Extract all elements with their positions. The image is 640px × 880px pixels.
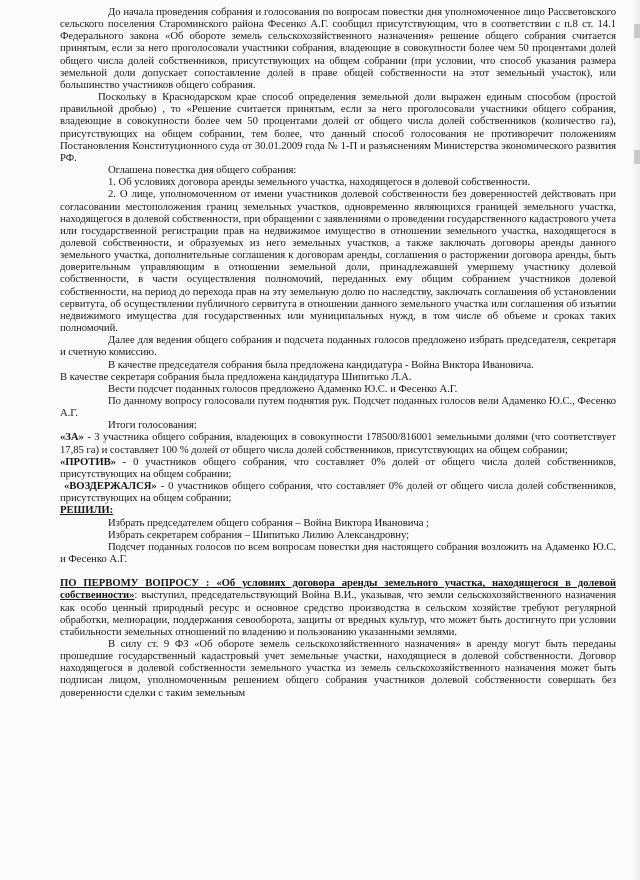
vote-abstain	[60, 480, 616, 504]
vote-against-label: «ПРОТИВ»	[60, 455, 116, 468]
first-question-text: : выступил, председательствующий Война В.И., указывая, что земли сельскохозяйственного назначения как особо ценный природный ресурс и основное средство производства в сельском хозяйстве требуют регулярной обработки, мелиорации, поддержания севооборота, защиты от вредных культур, что может быть достигнуто при условии стабильности земельных отношений по владению и пользованию указанными землями.	[60, 589, 616, 638]
paragraph-vote-counters: Вести подсчет поданных голосов предложено Адаменко Ю.С. и Фесенко А.Г.	[108, 382, 458, 395]
paragraph-quorum-announcement: До начала проведения собрания и голосования по вопросам повестки дня уполномоченное лицо Рассветовского сельского поселения Староминского района Фесенко А.Г. сообщил присутствующим, что в соответствии с п.8 ст. 14.1 Федерального закона «Об обороте земель сельскохозяйственного назначения» решение общего собрания считается принятым, если за него проголосовали участники собрания, владеющие в совокупности более чем 50 процентами долей общего числа долей собственников, присутствующих на общем собрании (при условии, что способ указания размера земельной доли допускает сопоставление долей в праве общей собственности на этот земельный участок), или большинство участников общего собрания.	[60, 6, 616, 91]
scan-edge-shadow	[632, 0, 640, 880]
paragraph-land-share-method: Поскольку в Краснодарском крае способ определения земельной доли выражен единым способом (простой правильной дробью) , то «Решение считается принятым, если за него проголосовали участники общего собрания, владеющие в совокупности более чем 50 процентами долей от общего числа долей собственников (количество га), присутствующих на общем собрании, тем более, что данный способ голосования не противоречит положениям Постановления Конституционного суда от 30.01.2009 года № 1-П и разъяснениям Министерства экономического развития РФ.	[60, 91, 616, 164]
paragraph-agenda-heading: Оглашена повестка дня общего собрания:	[108, 164, 297, 177]
paragraph-chair-candidate: В качестве председателя собрания была предложена кандидатура - Война Виктора Ивановича.	[108, 358, 534, 371]
vote-abstain-text: - 0 участников общего собрания, что составляет 0% долей от общего числа долей собственников, присутствующих на общем собрании;	[60, 480, 616, 505]
paragraph-results-heading: Итоги голосования:	[108, 419, 197, 432]
decision-counters: Подсчет поданных голосов по всем вопросам повестки дня настоящего собрания возложить на Адаменко Ю.С. и Фесенко А.Г.	[60, 540, 616, 566]
paragraph-election-proposal: Далее для ведения общего собрания и подсчета поданных голосов предложено избрать председателя, секретаря и счетную комиссию.	[60, 334, 616, 359]
first-question-title: «Об условиях договора аренды земельного участка, находящегося в долевой собственности»	[60, 577, 616, 602]
paragraph-secretary-candidate: В качестве секретаря собрания была предложена кандидатура Шипитько Л.А.	[60, 370, 412, 383]
first-question-section	[60, 577, 616, 638]
agenda-item-2: 2. О лице, уполномоченном от имени участников долевой собственности без доверенностей действовать при согласовании местоположения границ земельных участков, одновременно являющихся границей земельного участка, находящегося в долевой собственности, при обращении с заявлениями о проведении государственного кадастрового учета или государственной регистрации прав на недвижимое имущество в отношении земельного участка, находящегося в долевой собственности, и образуемых из него земельных участков, а также заключать договоры аренды данного земельного участка, дополнительные соглашения к договорам аренды, соглашения о расторжении договора аренды, быть доверительным управляющим в отношении земельной доли, принадлежавшей умершему участнику долевой собственности, в части осуществления полномочий, переданных ему общим собранием участников долевой собственности, на период до перехода прав на эту земельную долю по наследству, заключать соглашения об установлении сервитута, об осуществлении публичного сервитута в отношении данного земельного участка или соглашения об изъятии недвижимого имущества для государственных или муниципальных нужд, в том числе об объеме и сроках таких полномочий.	[60, 188, 616, 335]
vote-for	[60, 431, 616, 455]
decision-chair: Избрать председателем общего собрания – Война Виктора Ивановича ;	[108, 516, 429, 529]
paragraph-voting-method: По данному вопросу голосовали путем поднятия рук. Подсчет поданных голосов вели Адаменко Ю.С., Фесенко А.Г.	[60, 395, 616, 420]
decision-secretary: Избрать секретарем собрания – Шипитько Лилию Александровну;	[108, 528, 410, 541]
scan-edge-mark	[634, 150, 640, 164]
decided-heading	[60, 504, 616, 516]
vote-against-text: - 0 участников общего собрания, что составляет 0% долей от общего числа долей собственников, присутствующих на общем собрании;	[60, 455, 616, 480]
paragraph-lease-law: В силу ст. 9 ФЗ «Об обороте земель сельскохозяйственного назначения» в аренду могут быть переданы прошедшие государственный кадастровый учет земельные участки, находящиеся в долевой собственности. Договор находящегося в долевой собственности земельного участка из земель сельскохозяйственного назначения может быть подписан лицом, уполномоченным решением общего собрания участников долевой собственности совершать без доверенности сделки с таким земельным	[60, 637, 616, 699]
decided-label: РЕШИЛИ:	[60, 504, 114, 517]
first-question-label: ПО ПЕРВОМУ ВОПРОСУ :	[60, 577, 210, 590]
vote-for-text: - 3 участника общего собрания, владеющих в совокупности 178500/816001 земельными долями (что соответствует 17,85 га) и составляет 100 % долей от общего числа долей собственников, присутствующих на общем собрании;	[60, 431, 616, 456]
vote-against	[60, 456, 616, 480]
section-gap	[60, 565, 616, 577]
vote-abstain-label: «ВОЗДЕРЖАЛСЯ»	[63, 480, 157, 493]
scan-edge-mark	[634, 24, 640, 38]
agenda-item-1: 1. Об условиях договора аренды земельного участка, находящегося в долевой собственности.	[108, 176, 531, 189]
vote-for-label: «ЗА»	[60, 431, 84, 444]
